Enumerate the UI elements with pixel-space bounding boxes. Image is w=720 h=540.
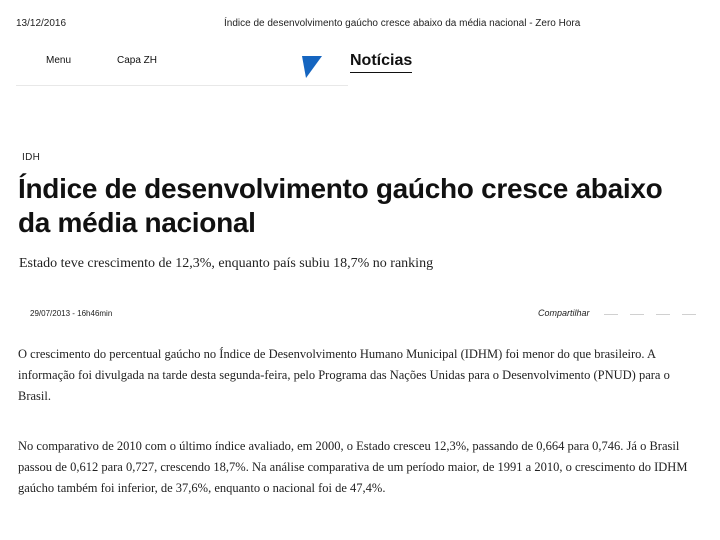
article-headline: Índice de desenvolvimento gaúcho cresce abaixo da média nacional — [18, 173, 663, 238]
article-paragraph: No comparativo de 2010 com o último índice avaliado, em 2000, o Estado cresceu 12,3%, passando de 0,664 para 0,746. Já o Brasil passou de 0,612 para 0,727, crescendo 18,7%. Na análise comparativa de um período maior, de 1991 a 2010, o crescimento do IDHM gaúcho também foi inferior, de 37,6%, enquanto o nacional foi de 47,4%. — [18, 439, 688, 495]
article-tag[interactable]: IDH — [22, 152, 41, 163]
share-facebook-icon[interactable] — [604, 314, 618, 315]
print-page-title: Índice de desenvolvimento gaúcho cresce abaixo da média nacional - Zero Hora — [224, 18, 581, 29]
publish-timestamp: 29/07/2013 - 16h46min — [30, 309, 113, 318]
share-buttons — [604, 314, 696, 315]
zero-hora-logo-icon[interactable] — [300, 54, 324, 80]
share-googleplus-icon[interactable] — [656, 314, 670, 315]
share-twitter-icon[interactable] — [630, 314, 644, 315]
print-date: 13/12/2016 — [16, 18, 67, 29]
article-paragraph: O crescimento do percentual gaúcho no Índice de Desenvolvimento Humano Municipal (IDHM) foi menor do que brasileiro. A informação foi divulgada na tarde desta segunda-feira, pelo Programa das Nações Unidas para o Desenvolvimento (PNUD) para o Brasil. — [18, 347, 670, 403]
article-subheadline: Estado teve crescimento de 12,3%, enquanto país subiu 18,7% no ranking — [19, 256, 434, 271]
section-title[interactable]: Notícias — [350, 52, 412, 73]
capa-zh-link[interactable]: Capa ZH — [117, 55, 158, 66]
share-email-icon[interactable] — [682, 314, 696, 315]
menu-button[interactable]: Menu — [46, 55, 72, 66]
share-label: Compartilhar — [538, 308, 590, 318]
header-divider — [16, 85, 348, 86]
